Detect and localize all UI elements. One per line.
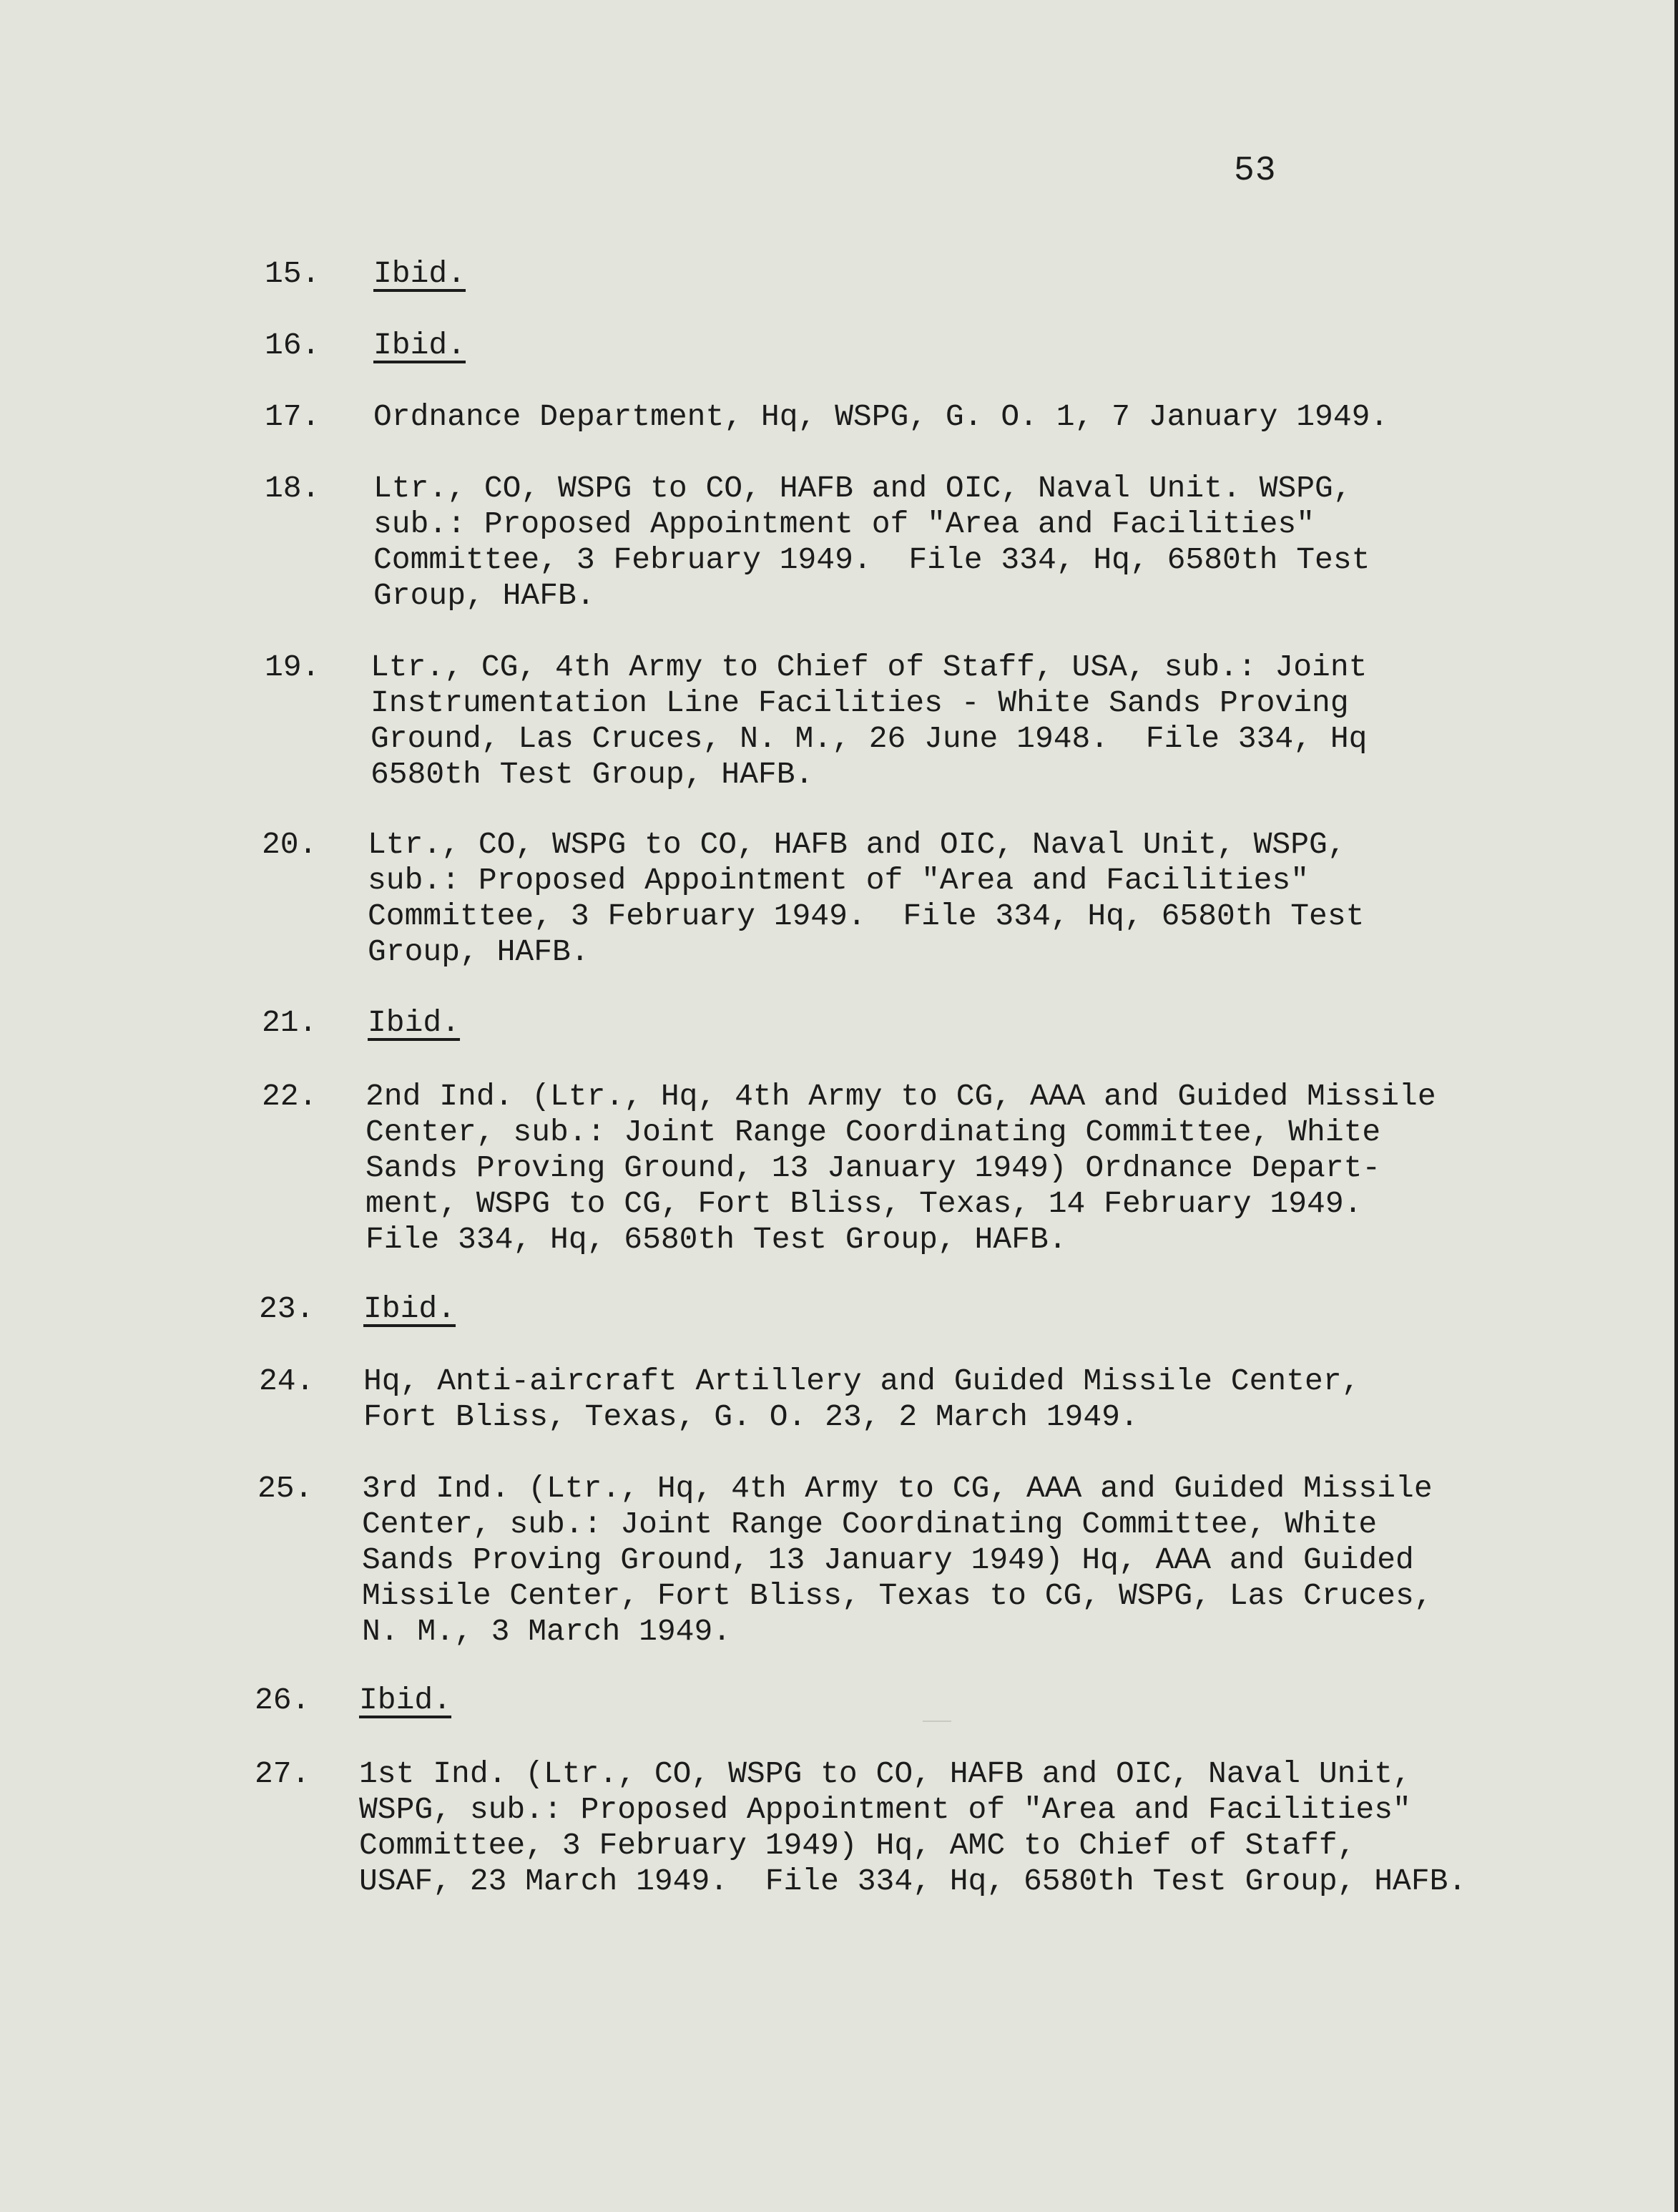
footnote-number: 23. <box>259 1291 315 1326</box>
footnote-text-line: 6580th Test Group, HAFB. <box>371 757 814 792</box>
footnote-text-line: Committee, 3 February 1949. File 334, Hq, 6580th Test <box>368 899 1365 934</box>
footnote-number: 17. <box>265 399 320 434</box>
footnote-text-line: Missile Center, Fort Bliss, Texas to CG, WSPG, Las Cruces, <box>362 1578 1433 1613</box>
footnote-text-line: sub.: Proposed Appointment of "Area and Facilities" <box>373 506 1315 542</box>
footnote-number: 26. <box>255 1683 310 1718</box>
footnote-text-line: ment, WSPG to CG, Fort Bliss, Texas, 14 February 1949. <box>365 1186 1363 1221</box>
footnote-text-line: File 334, Hq, 6580th Test Group, HAFB. <box>365 1222 1067 1257</box>
footnote-number: 18. <box>265 471 320 506</box>
footnote-text-line: Ibid. <box>363 1291 456 1326</box>
footnote-text-line: Sands Proving Ground, 13 January 1949) Ordnance Depart- <box>365 1150 1381 1185</box>
footnote-text-line: Center, sub.: Joint Range Coordinating Committee, White <box>365 1115 1381 1150</box>
footnote-number: 20. <box>262 827 318 862</box>
footnote-text-line: Committee, 3 February 1949. File 334, Hq, 6580th Test <box>373 542 1370 577</box>
footnote-number: 22. <box>262 1079 318 1114</box>
scan-edge <box>1674 0 1678 2212</box>
footnote-text-line: Ltr., CG, 4th Army to Chief of Staff, USA, sub.: Joint <box>371 650 1368 685</box>
footnote-text-line: Hq, Anti-aircraft Artillery and Guided Missile Center, <box>363 1364 1360 1399</box>
page-number: 53 <box>1234 152 1277 190</box>
footnote-number: 16. <box>265 328 320 363</box>
footnote-text-line: Sands Proving Ground, 13 January 1949) Hq, AAA and Guided <box>362 1542 1414 1577</box>
footnote-text-line: Ibid. <box>368 1005 461 1040</box>
footnote-text-line: Ltr., CO, WSPG to CO, HAFB and OIC, Naval Unit, WSPG, <box>368 827 1346 862</box>
footnote-text-line: Center, sub.: Joint Range Coordinating Committee, White <box>362 1507 1378 1542</box>
footnote-text-line: Fort Bliss, Texas, G. O. 23, 2 March 1949. <box>363 1399 1139 1434</box>
footnote-text-line: 1st Ind. (Ltr., CO, WSPG to CO, HAFB and OIC, Naval Unit, <box>359 1756 1411 1791</box>
footnote-text-line: Ibid. <box>359 1683 452 1718</box>
footnote-text-line: N. M., 3 March 1949. <box>362 1614 732 1649</box>
footnote-text-line: Ibid. <box>373 256 466 291</box>
scan-smudge <box>923 1721 951 1722</box>
footnote-text-line: USAF, 23 March 1949. File 334, Hq, 6580th Test Group, HAFB. <box>359 1864 1467 1899</box>
footnote-text-line: 2nd Ind. (Ltr., Hq, 4th Army to CG, AAA and Guided Missile <box>365 1079 1436 1114</box>
footnote-text-line: Instrumentation Line Facilities - White Sands Proving <box>371 685 1349 720</box>
footnote-number: 21. <box>262 1005 318 1040</box>
footnote-number: 24. <box>259 1364 315 1399</box>
footnote-number: 27. <box>255 1756 310 1791</box>
footnote-number: 19. <box>265 650 320 685</box>
footnote-number: 25. <box>257 1471 313 1506</box>
footnote-text-line: Group, HAFB. <box>373 578 595 613</box>
footnote-text-line: Ibid. <box>373 328 466 363</box>
footnote-number: 15. <box>265 256 320 291</box>
footnote-text-line: Group, HAFB. <box>368 934 589 969</box>
footnote-text-line: Ordnance Department, Hq, WSPG, G. O. 1, 7 January 1949. <box>373 399 1389 434</box>
footnote-text-line: Ground, Las Cruces, N. M., 26 June 1948. File 334, Hq <box>371 721 1368 756</box>
footnote-text-line: Ltr., CO, WSPG to CO, HAFB and OIC, Naval Unit. WSPG, <box>373 471 1352 506</box>
footnote-text-line: Committee, 3 February 1949) Hq, AMC to Chief of Staff, <box>359 1828 1356 1863</box>
footnote-text-line: 3rd Ind. (Ltr., Hq, 4th Army to CG, AAA and Guided Missile <box>362 1471 1433 1506</box>
footnote-text-line: WSPG, sub.: Proposed Appointment of "Area and Facilities" <box>359 1792 1411 1827</box>
footnote-text-line: sub.: Proposed Appointment of "Area and Facilities" <box>368 863 1310 898</box>
